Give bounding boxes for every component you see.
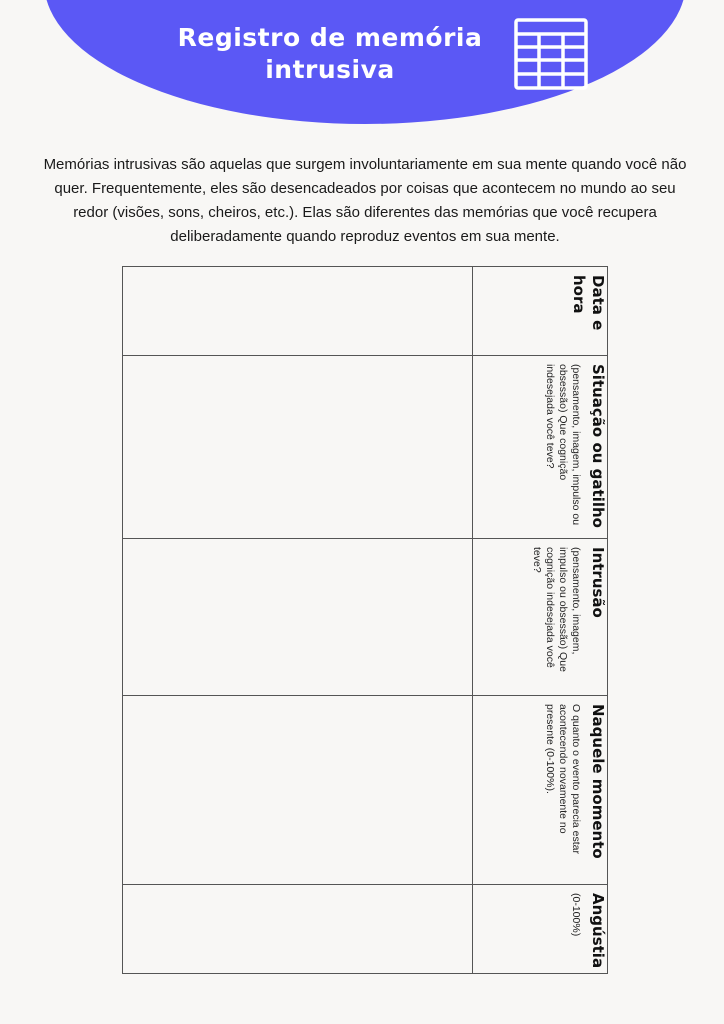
table-row-date	[123, 267, 607, 355]
entry-cell-trigger[interactable]	[123, 356, 473, 538]
row-label: Angústia	[589, 893, 607, 969]
row-label: Situação ou gatilho	[589, 364, 607, 528]
table-row-trigger	[123, 355, 607, 538]
table-icon	[514, 18, 588, 90]
row-label: Naquele momento	[589, 704, 607, 859]
table-row-moment	[123, 695, 607, 884]
label-cell-trigger	[473, 356, 607, 538]
page-title-line1: Registro de memória	[177, 23, 483, 52]
record-table	[122, 266, 608, 974]
label-cell-date	[473, 267, 607, 355]
table-row-intrusion	[123, 538, 607, 695]
label-cell-distress	[473, 885, 607, 973]
page-title-line2: intrusiva	[265, 55, 395, 84]
entry-cell-date[interactable]	[123, 267, 473, 355]
entry-cell-moment[interactable]	[123, 696, 473, 884]
table-row-distress	[123, 884, 607, 973]
label-cell-moment	[473, 696, 607, 884]
intro-paragraph: Memórias intrusivas são aquelas que surgem involuntariamente em sua mente quando você não quer. Frequentemente, eles são desencadeados por coisas que acontecem no mundo ao seu redor (visões, sons, cheiros, etc.). Elas são diferentes das memórias que você recupera deliberadamente quando reproduz eventos em sua mente.	[43, 156, 687, 245]
row-sublabel: O quanto o evento parecia estar acontecendo novamente no presente (0-100%).	[544, 704, 582, 855]
entry-cell-distress[interactable]	[123, 885, 473, 973]
row-sublabel: (pensamento, imagem, impulso ou obsessão) Que cognição indesejada você teve?	[531, 547, 582, 672]
page-title	[150, 22, 510, 86]
row-label: Data e hora	[570, 275, 607, 331]
row-sublabel: (0-100%)	[570, 893, 582, 937]
row-label: Intrusão	[589, 547, 607, 618]
row-sublabel: (pensamento, imagem, impulso ou obsessão) Que cognição indesejada você teve?	[544, 364, 582, 526]
entry-cell-intrusion[interactable]	[123, 539, 473, 695]
label-cell-intrusion	[473, 539, 607, 695]
